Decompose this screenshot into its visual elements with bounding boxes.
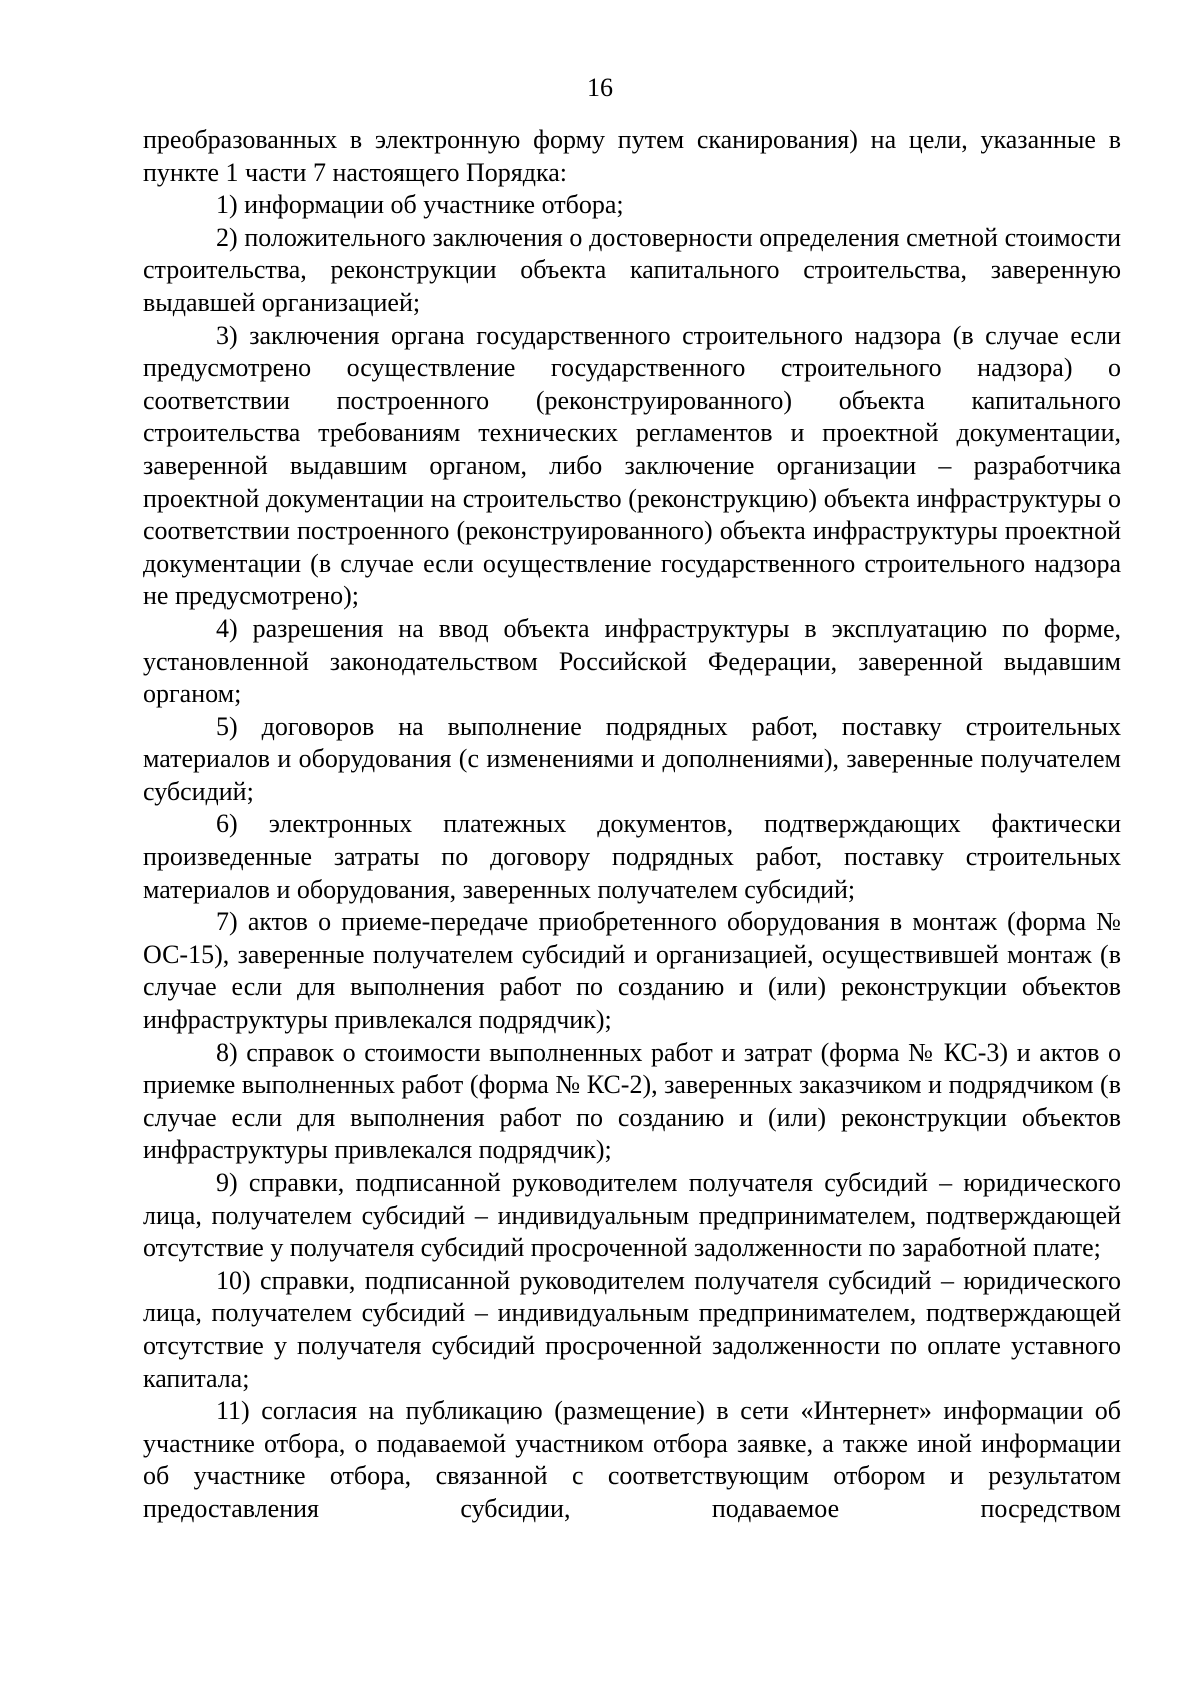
list-item-1: 1) информации об участнике отбора; (216, 190, 624, 220)
list-item-9: 9) справки, подписанной руководителем получателя субсидий – юридического лица, получателем субсидий – индивидуальным предпринимателем, подтверждающей отсутствие у получателя субсидий просроченной задолженности по заработной плате; (143, 1168, 1121, 1263)
list-item-3: 3) заключения органа государственного строительного надзора (в случае если предусмотрено осуществление государственного строительного надзора) о соответствии построенного (реконструированного) объекта капитального строительства требованиям технических регламентов и проектной документации, заверенной выдавшим органом, либо заключение организации – разработчика проектной документации на строительство (реконструкцию) объекта инфраструктуры о соответствии построенного (реконструированного) объекта инфраструктуры проектной документации (в случае если осуществление государственного строительного надзора не предусмотрено); (143, 320, 1121, 611)
paragraph-intro-continuation: преобразованных в электронную форму путем сканирования) на цели, указанные в пункте 1 части 7 настоящего Порядка: (143, 125, 1121, 187)
list-item-6: 6) электронных платежных документов, подтверждающих фактически произведенные затраты по договору подрядных работ, поставку строительных материалов и оборудования, заверенных получателем субсидий; (143, 809, 1121, 904)
page-number: 16 (587, 73, 613, 102)
list-item-7: 7) актов о приеме-передаче приобретенного оборудования в монтаж (форма № ОС-15), заверенные получателем субсидий и организацией, осуществившей монтаж (в случае если для выполнения работ по созданию и (или) реконструкции объектов инфраструктуры привлекался подрядчик); (143, 907, 1121, 1035)
list-item-2: 2) положительного заключения о достоверности определения сметной стоимости строительства, реконструкции объекта капитального строительства, заверенную выдавшей организацией; (143, 222, 1121, 317)
list-item-5: 5) договоров на выполнение подрядных работ, поставку строительных материалов и оборудования (с изменениями и дополнениями), заверенные получателем субсидий; (143, 711, 1121, 806)
list-item-4: 4) разрешения на ввод объекта инфраструктуры в эксплуатацию по форме, установленной законодательством Российской Федерации, заверенной выдавшим органом; (143, 613, 1121, 709)
list-item-8: 8) справок о стоимости выполненных работ и затрат (форма № КС-3) и актов о приемке выполненных работ (форма № КС-2), заверенных заказчиком и подрядчиком (в случае если для выполнения работ по созданию и (или) реконструкции объектов инфраструктуры привлекался подрядчик); (143, 1037, 1121, 1165)
list-item-10: 10) справки, подписанной руководителем получателя субсидий – юридического лица, получателем субсидий – индивидуальным предпринимателем, подтверждающей отсутствие у получателя субсидий просроченной задолженности по оплате уставного капитала; (143, 1265, 1121, 1393)
list-item-11: 11) согласия на публикацию (размещение) в сети «Интернет» информации об участнике отбора, о подаваемой участником отбора заявке, а также иной информации об участнике отбора, связанной с соответствующим отбором и результатом предоставления субсидии, подаваемое посредством (143, 1396, 1121, 1523)
document-body (143, 124, 1121, 1526)
